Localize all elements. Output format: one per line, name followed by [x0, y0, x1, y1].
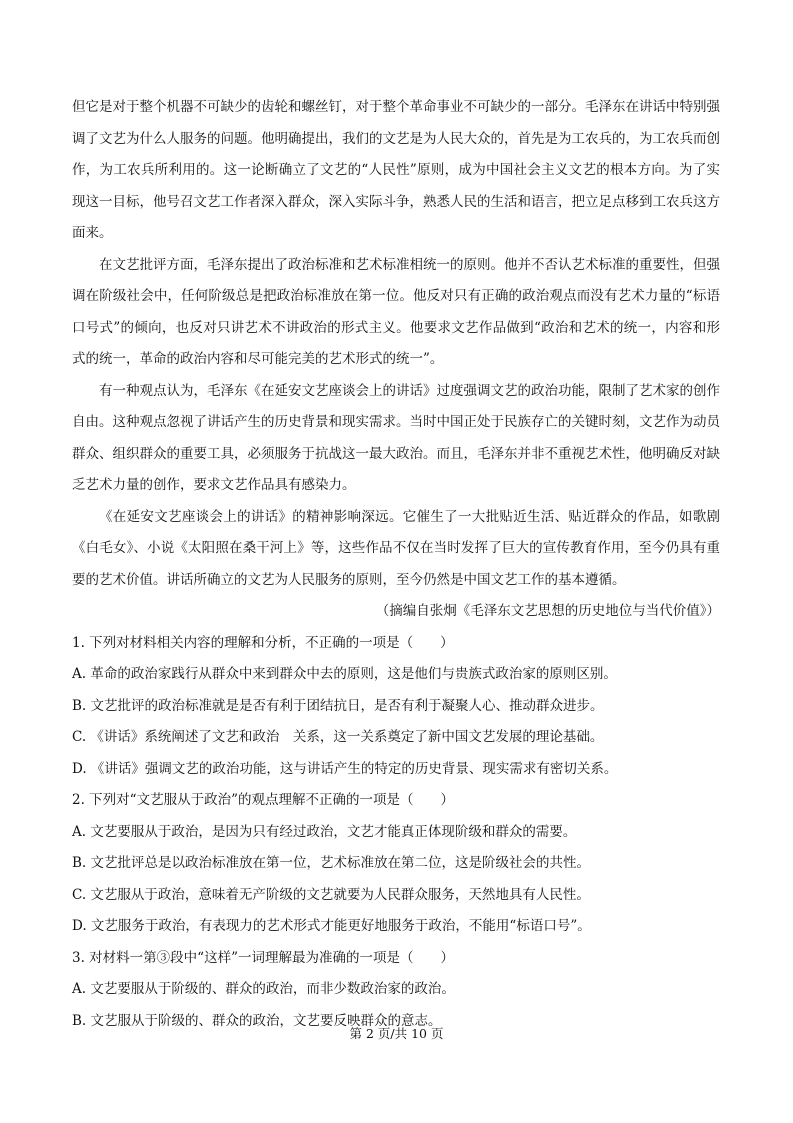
- question-stem: 2. 下列对“文艺服从于政治”的观点理解不正确的一项是（ ）: [72, 792, 454, 808]
- option-c: C. 文艺服从于政治，意味着无产阶级的文艺就要为人民群众服务，天然地具有人民性。: [72, 886, 590, 903]
- passage-paragraph: 在文艺批评方面，毛泽东提出了政治标准和艺术标准相统一的原则。他并不否认艺术标准的重要性，但强调在阶级社会中，任何阶级总是把政治标准放在第一位。他反对只有正确的政治观点而没有艺术力量的“标语口号式”的倾向，也反对只讲艺术不讲政治的形式主义。他要求文艺作品做到“政治和艺术的统一，内容和形式的统一，革命的政治内容和尽可能完美的艺术形式的统一”。: [72, 256, 720, 367]
- option-b: B. 文艺批评总是以政治标准放在第一位，艺术标准放在第二位，这是阶级社会的共性。: [72, 855, 591, 871]
- passage-paragraph: 但它是对于整个机器不可缺少的齿轮和螺丝钉，对于整个革命事业不可缺少的一部分。毛泽东在讲话中特别强调了文艺为什么人服务的问题。他明确提出，我们的文艺是为人民大众的，首先是为工农兵的，为工农兵而创作，为工农兵所利用的。这一论断确立了文艺的“人民性”原则，成为中国社会主义文艺的根本方向。为了实现这一目标，他号召文艺工作者深入群众，深入实际斗争，熟悉人民的生活和语言，把立足点移到工农兵这方面来。: [72, 99, 720, 241]
- reading-passage: [72, 92, 720, 628]
- option-b: B. 文艺批评的政治标准就是是否有利于团结抗日，是否有利于凝聚人心、推动群众进步。: [72, 697, 604, 714]
- question-stem: 3. 对材料一第③段中“这样”一词理解最为准确的一项是（ ）: [72, 949, 454, 966]
- page-footer: 第 2 页/共 10 页: [349, 1026, 444, 1041]
- question-2: [72, 785, 720, 943]
- question-1: [72, 628, 720, 786]
- question-list: [72, 628, 720, 1038]
- passage-paragraph: 《在延安文艺座谈会上的讲话》的精神影响深远。它催生了一大批贴近生活、贴近群众的作品，如歌剧《白毛女》、小说《太阳照在桑干河上》等，这些作品不仅在当时发挥了巨大的宣传教育作用，至今仍具有重要的艺术价值。讲话所确立的文艺为人民服务的原则，至今仍然是中国文艺工作的基本遵循。: [72, 508, 720, 588]
- option-b: B. 文艺服从于阶级的、群众的政治，文艺要反映群众的意志。: [72, 1012, 442, 1029]
- option-d: D. 文艺服务于政治，有表现力的艺术形式才能更好地服务于政治，不能用“标语口号”。: [72, 918, 591, 934]
- option-a: A. 文艺要服从于阶级的、群众的政治，而非少数政治家的政治。: [72, 981, 455, 997]
- option-c: C. 《讲话》系统阐述了文艺和政治 关系，这一关系奠定了新中国文艺发展的理论基础。: [72, 729, 604, 745]
- option-d: D. 《讲话》强调文艺的政治功能，这与讲话产生的特定的历史背景、现实需求有密切关系。: [72, 760, 618, 777]
- question-3: [72, 943, 720, 1038]
- question-stem: 1. 下列对材料相关内容的理解和分析，不正确的一项是（ ）: [72, 634, 454, 651]
- passage-paragraph: 有一种观点认为，毛泽东《在延安文艺座谈会上的讲话》过度强调文艺的政治功能，限制了艺术家的创作自由。这种观点忽视了讲话产生的历史背景和现实需求。当时中国正处于民族存亡的关键时刻，文艺作为动员群众、组织群众的重要工具，必须服务于抗战这一最大政治。而且，毛泽东并非不重视艺术性，他明确反对缺乏艺术力量的创作，要求文艺作品具有感染力。: [72, 382, 720, 493]
- option-a: A. 革命的政治家践行从群众中来到群众中去的原则，这是他们与贵族式政治家的原则区别。: [72, 666, 617, 682]
- passage-source: （摘编自张炯《毛泽东文艺思想的历史地位与当代价值》）: [375, 603, 720, 619]
- page-content: [72, 92, 720, 1037]
- option-a: A. 文艺要服从于政治，是因为只有经过政治，文艺才能真正体现阶级和群众的需要。: [72, 823, 577, 840]
